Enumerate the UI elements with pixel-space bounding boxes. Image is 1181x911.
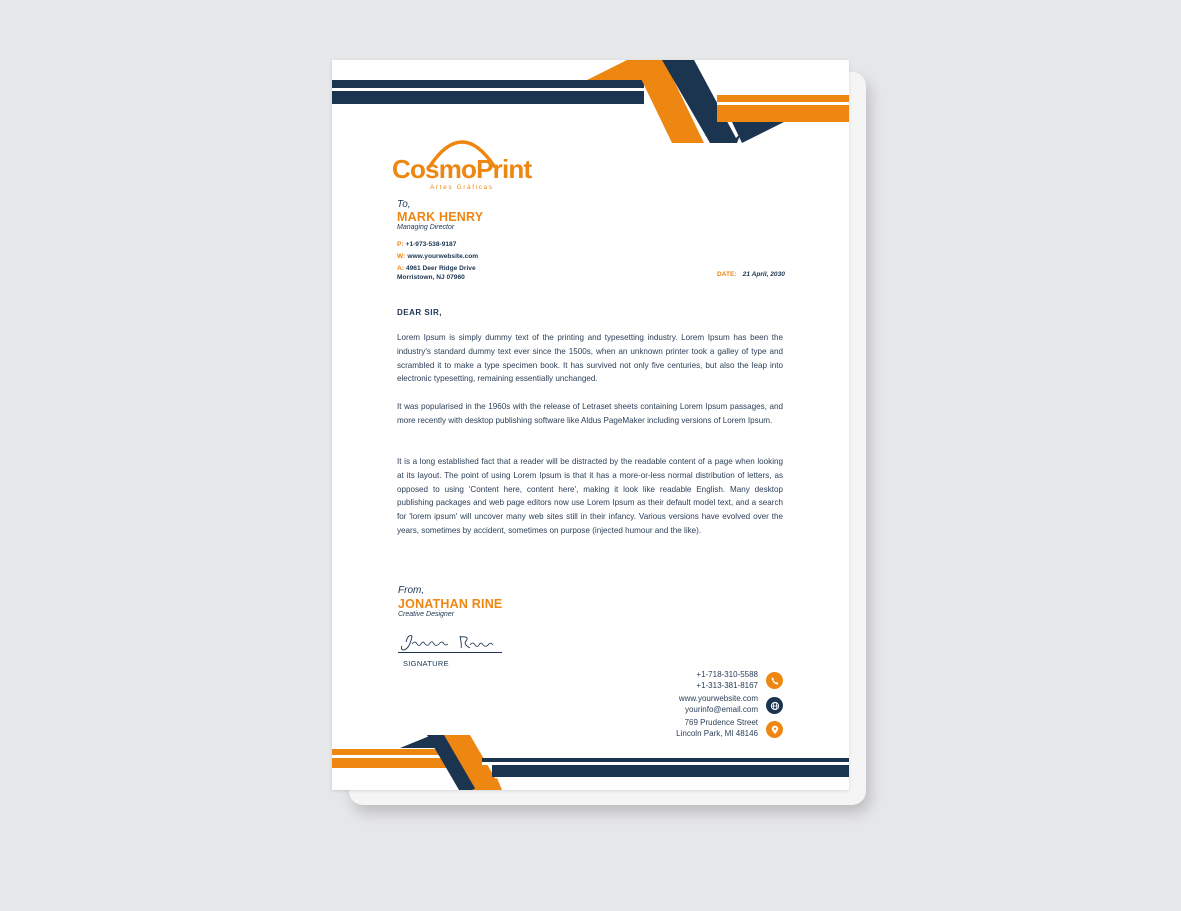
date-label: DATE: bbox=[717, 271, 737, 278]
phone-value: +1-973-538-9187 bbox=[405, 241, 457, 248]
date-value: 21 April, 2030 bbox=[742, 271, 785, 278]
handwritten-signature bbox=[398, 628, 504, 658]
from-label: From, bbox=[398, 585, 425, 596]
footer-phones bbox=[696, 669, 758, 691]
body-paragraph: It is a long established fact that a reader will be distracted by the readable content of a page when looking at its layout. The point of using Lorem Ipsum is that it has a more-or-less normal distribution of letters, as opposed to using 'Content here, content here', making it look like readable English. Many desktop publishing packages and web page editors now use Lorem Ipsum as their default model text, and a search for 'lorem ipsum' will uncover many web sites still in their infancy. Various versions have evolved over the years, sometimes by accident, sometimes on purpose (injected humour and the like). bbox=[397, 457, 783, 535]
letter-date bbox=[717, 271, 785, 278]
signature-label: SIGNATURE bbox=[403, 659, 449, 668]
letterhead-page bbox=[332, 60, 849, 790]
footer-phone-1: +1-718-310-5588 bbox=[696, 670, 758, 679]
signature-line bbox=[398, 652, 502, 653]
web-key: W: bbox=[397, 253, 406, 260]
body-paragraph: It was popularised in the 1960s with the release of Letraset sheets containing Lorem Ipsum passages, and more recently with desktop publishing software like Aldus PageMaker including versions of Lorem Ipsum. bbox=[397, 402, 783, 425]
address-line2: Morristown, NJ 07960 bbox=[397, 274, 465, 281]
sender-role: Creative Designer bbox=[398, 611, 455, 618]
recipient-web bbox=[397, 252, 478, 261]
phone-icon bbox=[766, 672, 783, 689]
logo-tagline: Artes Gráficas bbox=[430, 184, 494, 191]
footer-email: yourinfo@email.com bbox=[684, 705, 758, 714]
globe-icon bbox=[766, 697, 783, 714]
logo-name: CosmoPrint bbox=[392, 154, 532, 184]
address-key: A: bbox=[397, 265, 404, 272]
recipient-name: MARK HENRY bbox=[397, 210, 484, 224]
recipient-address bbox=[397, 264, 476, 282]
body-paragraph: Lorem Ipsum is simply dummy text of the printing and typesetting industry. Lorem Ipsum has been the industry's standard dummy text ever since the 1500s, when an unknown printer took a galley of type and scrambled it to make a type specimen book. It has survived not only five centuries, but also the leap into electronic typesetting, remaining essentially unchanged. bbox=[397, 333, 783, 384]
footer-online bbox=[679, 693, 758, 715]
sender-name: JONATHAN RINE bbox=[398, 597, 503, 611]
footer-website: www.yourwebsite.com bbox=[678, 694, 758, 703]
footer-ribbon-decoration bbox=[332, 728, 849, 790]
web-value: www.yourwebsite.com bbox=[407, 253, 479, 260]
address-line1: 4961 Deer Ridge Drive bbox=[405, 265, 476, 272]
recipient-phone bbox=[397, 240, 456, 249]
footer-phone-2: +1-313-381-8167 bbox=[696, 681, 758, 690]
to-label: To, bbox=[397, 199, 411, 210]
recipient-role: Managing Director bbox=[397, 224, 455, 231]
company-logo bbox=[392, 126, 532, 196]
phone-key: P: bbox=[397, 241, 404, 248]
footer-city: Lincoln Park, MI 48146 bbox=[676, 729, 758, 738]
salutation: DEAR SIR, bbox=[397, 308, 442, 317]
footer-street: 769 Prudence Street bbox=[684, 718, 758, 727]
